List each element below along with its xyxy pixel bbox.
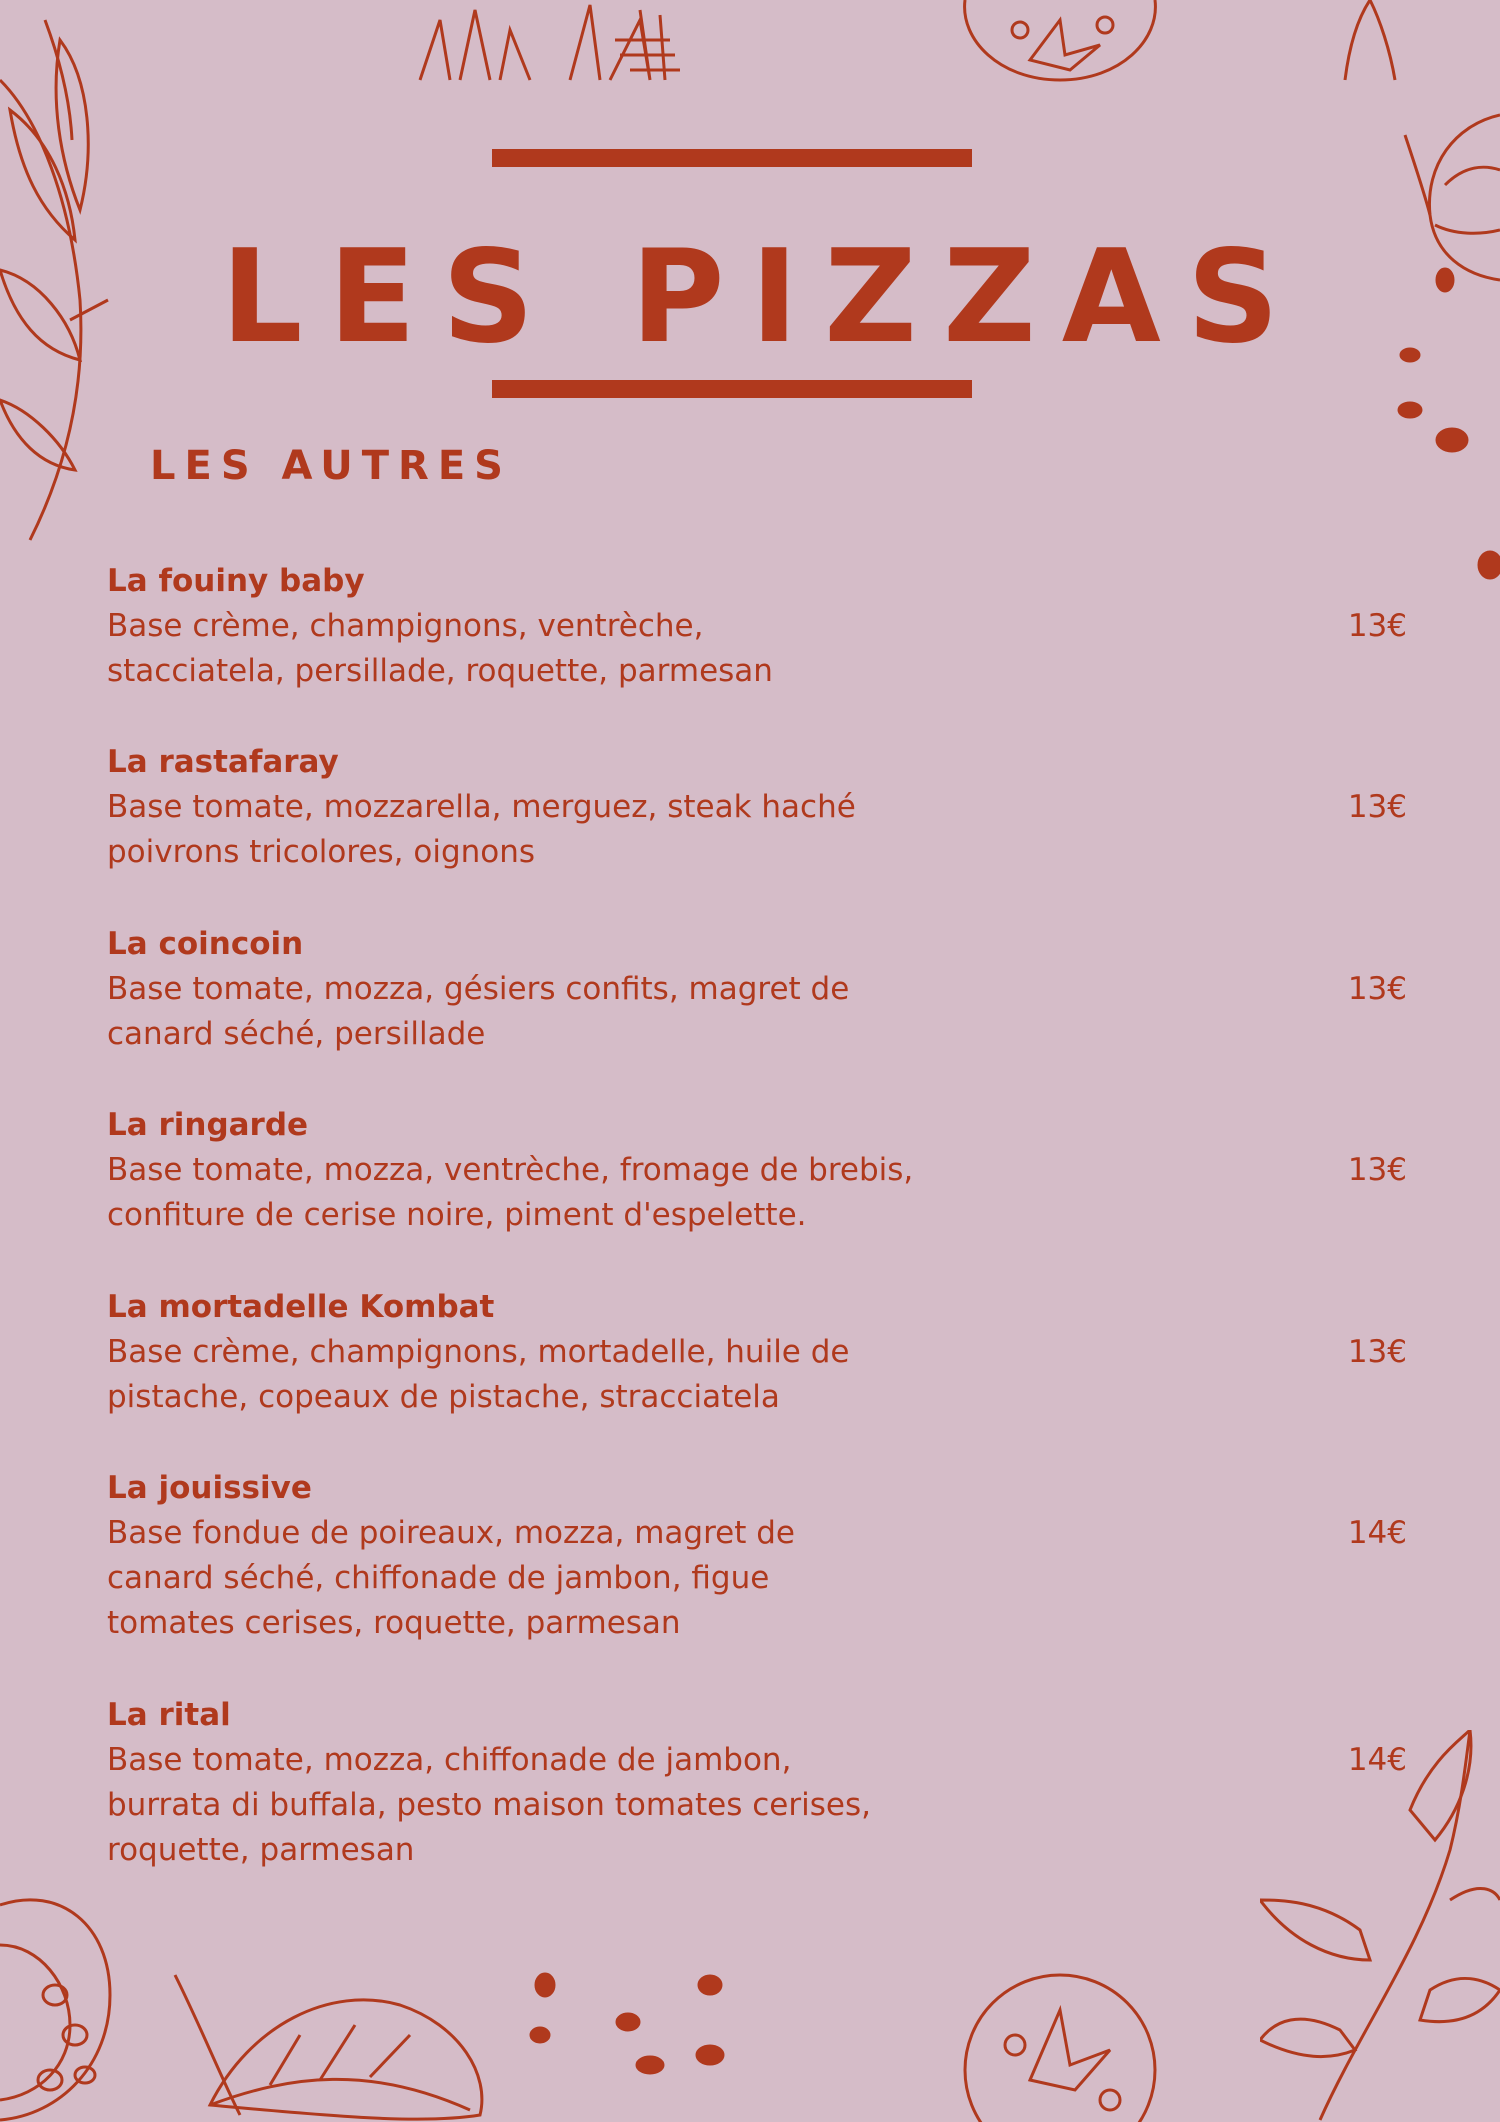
menu-item [107,739,1407,875]
menu-item-name: La mortadelle Kombat [107,1289,495,1325]
menu-item-name: La coincoin [107,926,304,962]
menu-item-description: Base tomate, mozza, gésiers confits, magret de canard séché, persillade [107,971,850,1052]
menu-item-name: La rastafaray [107,744,339,780]
title-top-rule [492,149,972,167]
basil-leaf-bottom-illustration [170,1965,500,2122]
menu-item-price: 14€ [1347,1742,1407,1778]
menu-item [107,1465,1407,1646]
menu-item-price: 13€ [1347,789,1407,825]
menu-item-name: La ringarde [107,1107,309,1143]
menu-item-price: 13€ [1347,608,1407,644]
menu-item-description: Base crème, champignons, mortadelle, huile de pistache, copeaux de pistache, stracciatela [107,1334,850,1415]
menu-item-name: La jouissive [107,1470,312,1506]
menu-item-name: La fouiny baby [107,563,365,599]
menu-item-description: Base tomate, mozza, ventrèche, fromage de brebis, confiture de cerise noire, piment d'espelette. [107,1152,914,1233]
menu-item [107,1284,1407,1420]
section-heading: LES AUTRES [150,443,512,489]
menu-item [107,1102,1407,1238]
menu-item-description: Base fondue de poireaux, mozza, magret de canard séché, chiffonade de jambon, figue tomates cerises, roquette, parmesan [107,1515,795,1641]
menu-item-description: Base tomate, mozzarella, merguez, steak haché poivrons tricolores, oignons [107,789,856,870]
page-title: LES PIZZAS [220,223,1306,372]
title-bottom-rule [492,380,972,398]
garlic-bottom-left-illustration [0,1885,170,2122]
menu-item-price: 13€ [1347,1152,1407,1188]
menu-item-name: La rital [107,1697,231,1733]
menu-item-price: 13€ [1347,1334,1407,1370]
menu-item [107,1692,1407,1873]
menu-item [107,558,1407,694]
seeds-bottom-illustration [520,1970,750,2080]
menu-item-price: 13€ [1347,971,1407,1007]
menu-item [107,921,1407,1057]
tomato-slice-top-illustration [960,0,1170,82]
menu-item-description: Base tomate, mozza, chiffonade de jambon, burrata di buffala, pesto maison tomates cerises, roquette, parmesan [107,1742,871,1868]
herbs-top-center-illustration [400,0,700,82]
menu-item-price: 14€ [1347,1515,1407,1551]
menu-item-description: Base crème, champignons, ventrèche, stacciatela, persillade, roquette, parmesan [107,608,773,689]
tomato-slice-bottom-illustration [960,1970,1170,2122]
leaf-top-right-illustration [1340,0,1400,82]
